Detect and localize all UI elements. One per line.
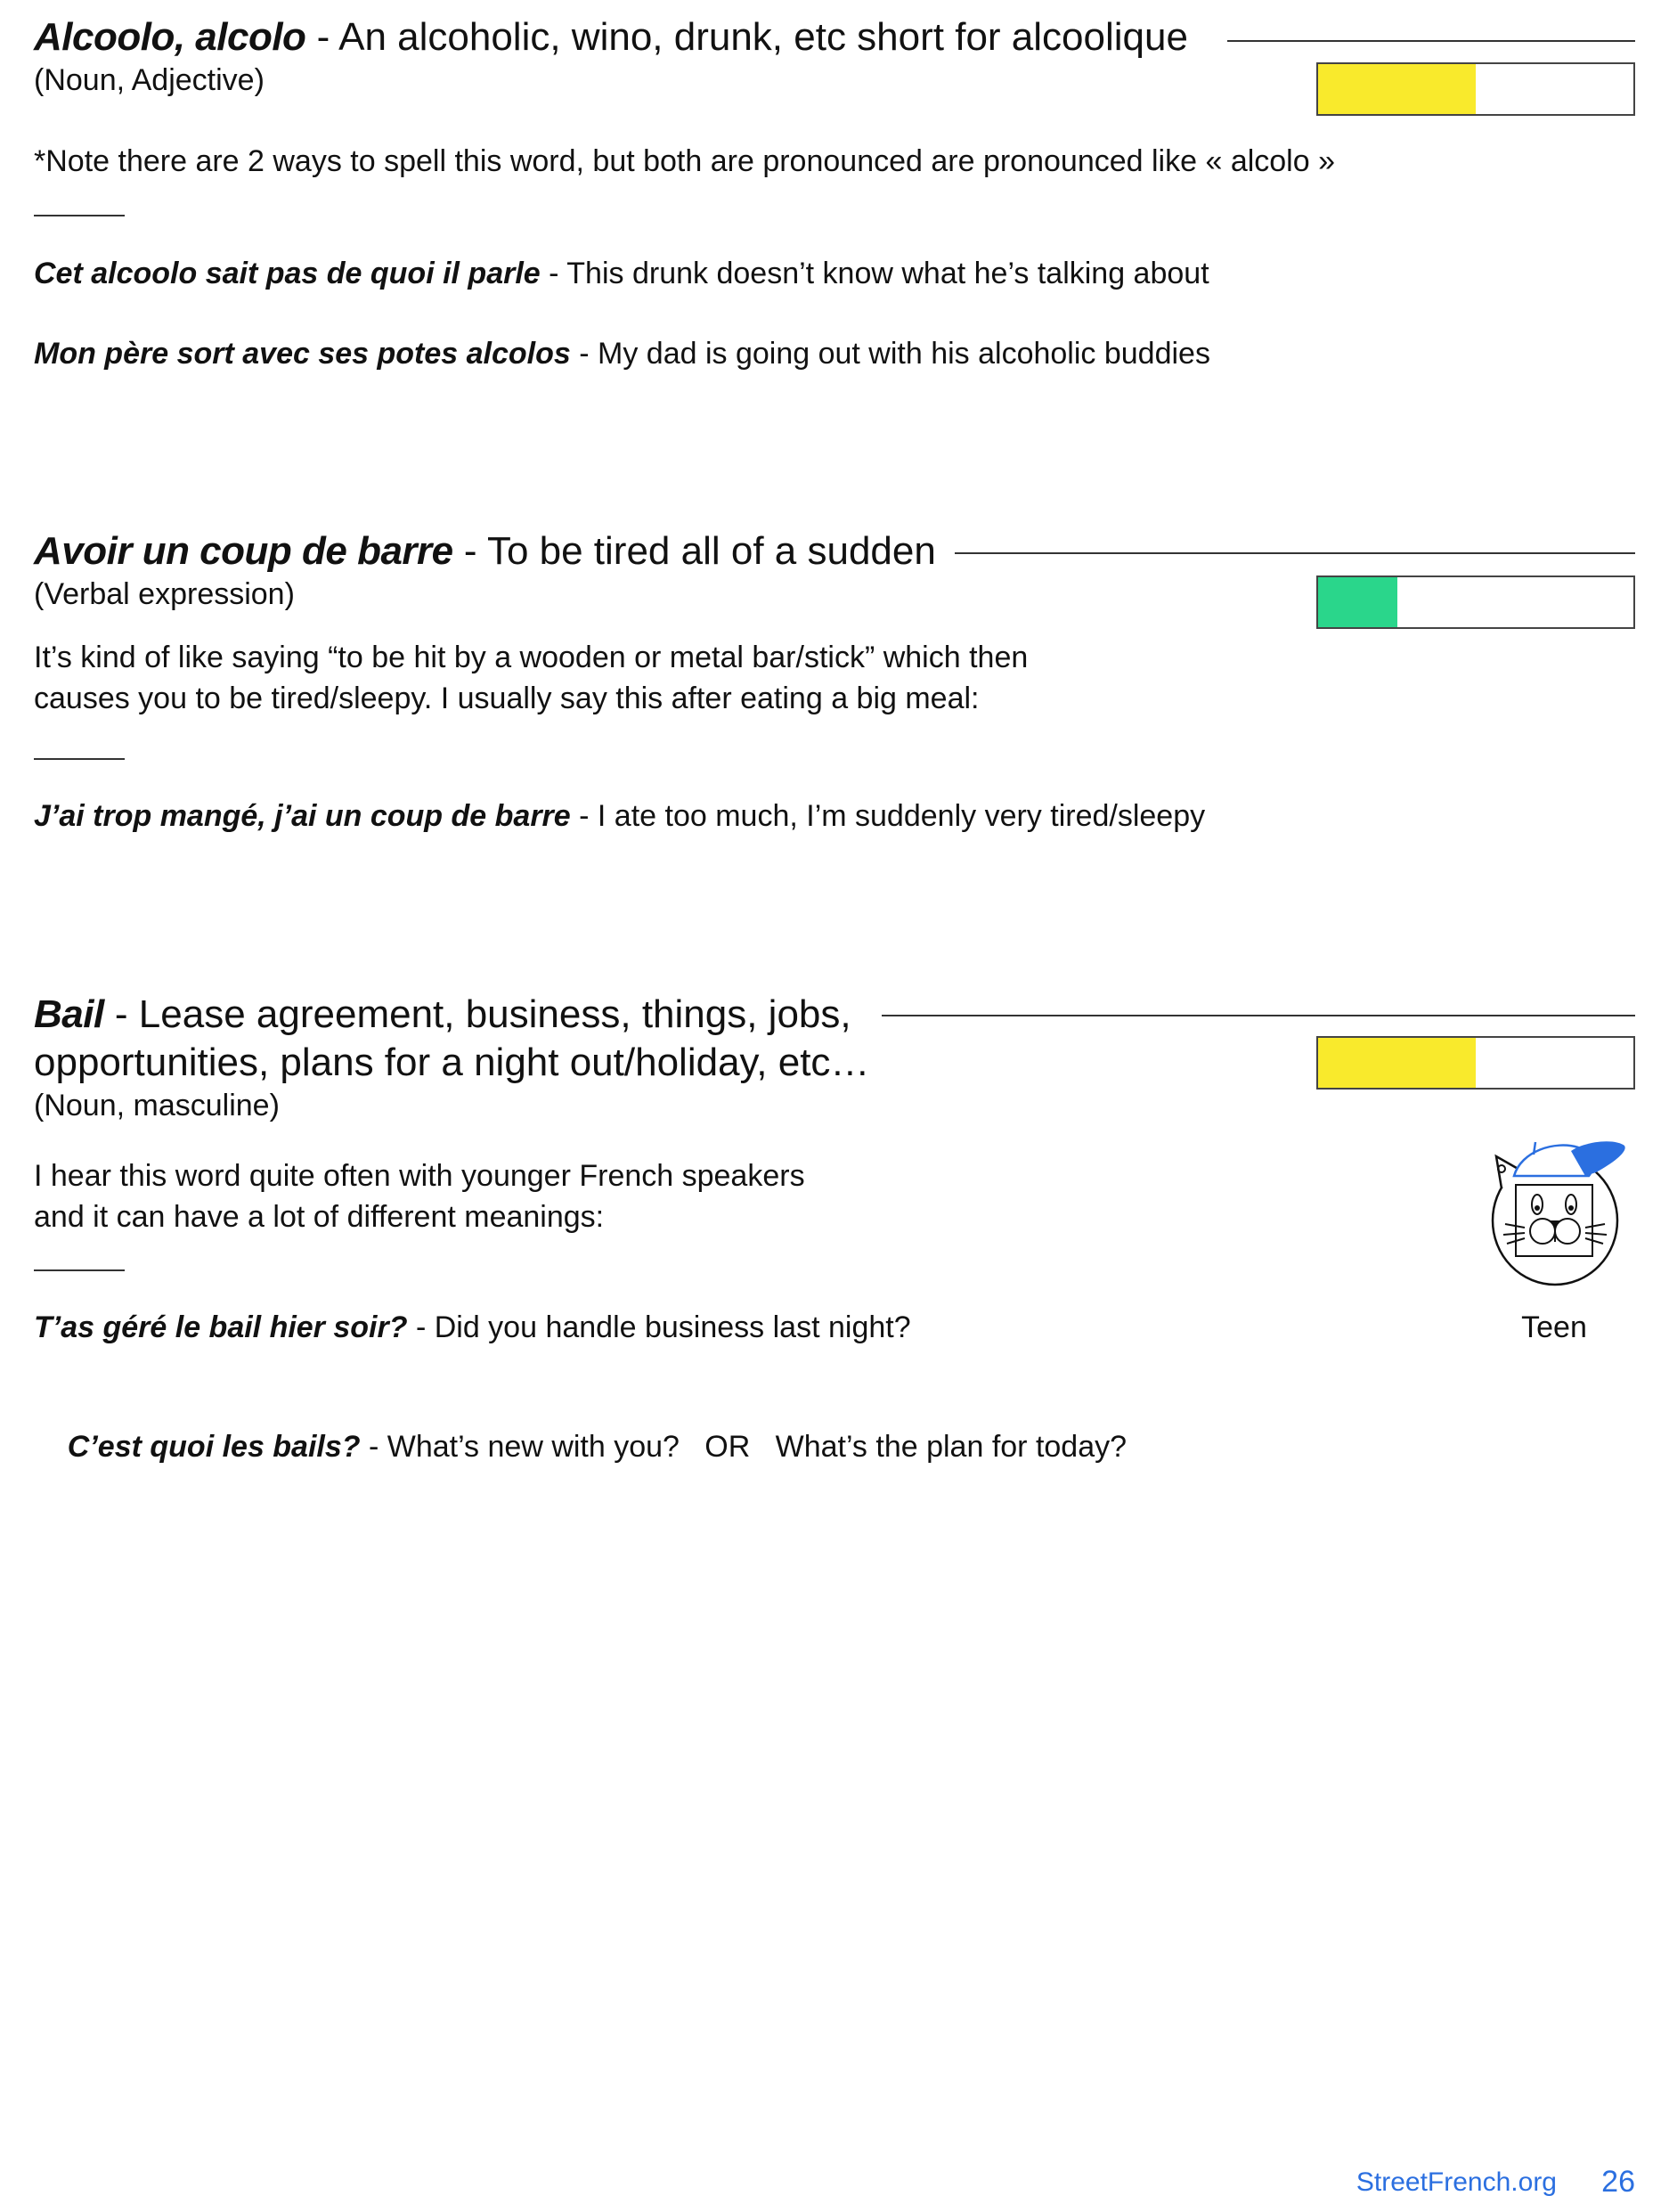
example	[34, 334, 1210, 373]
divider	[34, 215, 125, 216]
heading-rule	[882, 1015, 1635, 1016]
note-line: It’s kind of like saying “to be hit by a wooden or metal bar/stick” which then	[34, 641, 1029, 674]
term: Alcoolo, alcolo	[34, 15, 306, 59]
note	[34, 1155, 805, 1237]
term: Avoir un coup de barre	[34, 529, 453, 573]
term: Bail	[34, 992, 104, 1036]
example	[34, 1388, 1127, 1506]
example-french: C’est quoi les bails?	[67, 1430, 361, 1464]
divider	[34, 1269, 125, 1271]
definition: - Lease agreement, business, things, jobs,	[103, 992, 851, 1036]
part-of-speech: (Noun, Adjective)	[34, 63, 265, 97]
example-french: Mon père sort avec ses potes alcolos	[34, 337, 571, 371]
note-line: I hear this word quite often with younger French speakers	[34, 1159, 805, 1193]
example-english: - What’s new with you? OR What’s the plan for today?	[360, 1430, 1128, 1464]
cat-with-cap-icon	[1482, 1131, 1630, 1292]
example-english: - This drunk doesn’t know what he’s talking about	[540, 257, 1209, 290]
part-of-speech: (Noun, masculine)	[34, 1089, 280, 1122]
note	[34, 637, 1028, 719]
note-line: and it can have a lot of different meanings:	[34, 1200, 605, 1234]
difficulty-meter	[1316, 575, 1635, 629]
heading-rule	[955, 552, 1635, 554]
entry-heading	[34, 991, 851, 1039]
example-french: J’ai trop mangé, j’ai un coup de barre	[34, 799, 571, 833]
part-of-speech: (Verbal expression)	[34, 577, 295, 611]
entry-heading	[34, 13, 1188, 61]
note-line: causes you to be tired/sleepy. I usually say this after eating a big meal:	[34, 682, 980, 715]
difficulty-meter	[1316, 62, 1635, 116]
note	[34, 141, 1335, 182]
example	[34, 254, 1209, 293]
difficulty-meter-fill	[1318, 1038, 1476, 1088]
footer-site-link[interactable]: StreetFrench.org	[1356, 2167, 1557, 2197]
example	[34, 796, 1205, 836]
definition-continued: opportunities, plans for a night out/holiday, etc…	[34, 1041, 870, 1084]
note-line: *Note there are 2 ways to spell this word, but both are pronounced are pronounced like « alcolo »	[34, 144, 1336, 178]
example	[34, 1308, 911, 1347]
level-label: Teen	[1521, 1310, 1587, 1344]
divider	[34, 758, 125, 760]
example-english: - Did you handle business last night?	[407, 1310, 911, 1344]
definition: - To be tired all of a sudden	[452, 529, 936, 573]
example-french: Cet alcoolo sait pas de quoi il parle	[34, 257, 541, 290]
heading-rule	[1227, 40, 1635, 42]
difficulty-meter-fill	[1318, 577, 1397, 627]
difficulty-meter	[1316, 1036, 1635, 1090]
example-english: - My dad is going out with his alcoholic buddies	[570, 337, 1210, 371]
definition: - An alcoholic, wino, drunk, etc short for alcoolique	[305, 15, 1188, 59]
page-number: 26	[1601, 2165, 1635, 2199]
entry-heading	[34, 527, 936, 575]
example-french: T’as géré le bail hier soir?	[34, 1310, 408, 1344]
difficulty-meter-fill	[1318, 64, 1476, 114]
example-english: - I ate too much, I’m suddenly very tired/sleepy	[570, 799, 1206, 833]
